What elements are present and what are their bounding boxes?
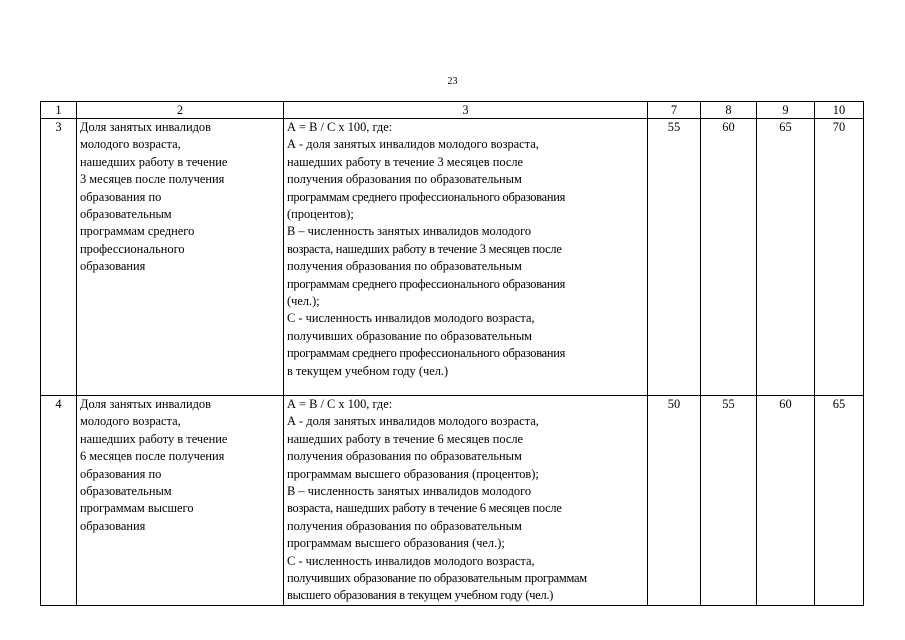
text-line: получения образования по образовательным <box>287 518 522 533</box>
text-line: программам среднего <box>80 224 195 239</box>
text-line: получивших образование по образовательным программам <box>287 571 587 586</box>
header-cell: 3 <box>284 102 648 119</box>
header-cell: 2 <box>77 102 284 119</box>
text-line: в текущем учебном году (чел.) <box>287 363 449 378</box>
value-cell: 70 <box>815 119 864 396</box>
text-line: Доля занятых инвалидов <box>80 397 211 411</box>
header-cell: 7 <box>648 102 701 119</box>
text-line: программам среднего профессионального образования <box>287 189 566 204</box>
text-line: А = В / С х 100, где: <box>287 397 393 411</box>
text-line: (чел.); <box>287 294 320 309</box>
text-line: образования по <box>80 466 162 481</box>
text-line: высшего образования в текущем учебном году (чел.) <box>287 588 554 603</box>
text-line: возраста, нашедших работу в течение 3 месяцев после <box>287 241 562 256</box>
text-line: программам среднего профессионального образования <box>287 276 566 291</box>
text-line: С - численность инвалидов молодого возраста, <box>287 311 535 326</box>
text-line: 6 месяцев после получения <box>80 449 225 464</box>
row-number: 4 <box>41 396 77 606</box>
table-row <box>41 396 864 606</box>
text-line: А = В / С х 100, где: <box>287 120 393 134</box>
text-line: С - численность инвалидов молодого возраста, <box>287 553 535 568</box>
text-line: получения образования по образовательным <box>287 449 522 464</box>
text-line: получивших образование по образовательным <box>287 328 533 343</box>
table-row <box>41 119 864 396</box>
text-line: образовательным <box>80 484 172 499</box>
table-header-row <box>41 102 864 119</box>
text-line: нашедших работу в течение 6 месяцев после <box>287 431 524 446</box>
text-line: возраста, нашедших работу в течение 6 месяцев после <box>287 501 562 516</box>
text-line: получения образования по образовательным <box>287 172 522 187</box>
formula-description <box>284 119 648 396</box>
text-line: нашедших работу в течение <box>80 431 228 446</box>
text-line: А - доля занятых инвалидов молодого возраста, <box>287 137 539 152</box>
text-line: получения образования по образовательным <box>287 259 522 274</box>
text-line: программам среднего профессионального образования <box>287 346 566 361</box>
value-cell: 60 <box>757 396 815 606</box>
value-cell: 60 <box>701 119 757 396</box>
row-number: 3 <box>41 119 77 396</box>
header-cell: 9 <box>757 102 815 119</box>
text-line: 3 месяцев после получения <box>80 172 225 187</box>
text-line: Доля занятых инвалидов <box>80 120 211 134</box>
header-cell: 10 <box>815 102 864 119</box>
text-line: образования <box>80 518 146 533</box>
page-number: 23 <box>447 76 458 87</box>
header-cell: 8 <box>701 102 757 119</box>
value-cell: 50 <box>648 396 701 606</box>
header-cell: 1 <box>41 102 77 119</box>
value-cell: 55 <box>701 396 757 606</box>
value-cell: 65 <box>757 119 815 396</box>
value-cell: 65 <box>815 396 864 606</box>
text-line: молодого возраста, <box>80 137 181 152</box>
text-line: молодого возраста, <box>80 414 181 429</box>
indicator-name <box>77 119 284 396</box>
text-line: В – численность занятых инвалидов молодого <box>287 484 532 499</box>
text-line: нашедших работу в течение 3 месяцев после <box>287 154 524 169</box>
text-line: образования <box>80 259 146 274</box>
text-line: образовательным <box>80 207 172 222</box>
formula-description <box>284 396 648 606</box>
text-line: программам высшего образования (процентов); <box>287 466 539 481</box>
text-line: (процентов); <box>287 207 354 222</box>
text-line: программам высшего <box>80 501 194 516</box>
text-line: программам высшего образования (чел.); <box>287 536 505 551</box>
text-line: А - доля занятых инвалидов молодого возраста, <box>287 414 539 429</box>
indicator-name <box>77 396 284 606</box>
text-line: профессионального <box>80 241 185 256</box>
text-line: образования по <box>80 189 162 204</box>
value-cell: 55 <box>648 119 701 396</box>
indicators-table <box>40 101 864 606</box>
text-line: нашедших работу в течение <box>80 154 228 169</box>
text-line: В – численность занятых инвалидов молодого <box>287 224 532 239</box>
